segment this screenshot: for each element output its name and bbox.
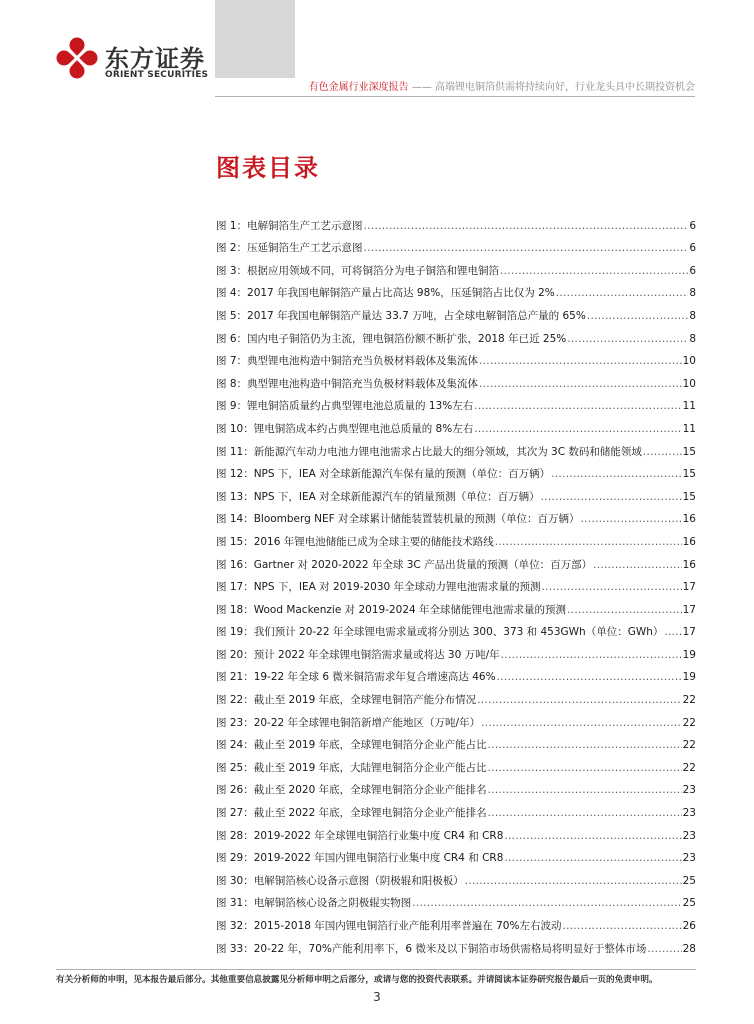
toc-leader-dots (593, 558, 682, 572)
toc-leader-dots (479, 377, 682, 391)
toc-entry-label: 图 20：预计 2022 年全球锂电铜箔需求量或将达 30 万吨/年 (216, 648, 500, 661)
toc-leader-dots (647, 942, 681, 956)
toc-entry-label: 图 4：2017 年我国电解铜箔产量占比高达 98%，压延铜箔占比仅为 2% (216, 287, 555, 300)
toc-entry[interactable] (216, 662, 696, 685)
company-logo (56, 37, 216, 83)
toc-leader-dots (477, 693, 682, 707)
toc-title: 图表目录 (216, 154, 320, 182)
toc-leader-dots (488, 783, 682, 797)
toc-leader-dots (481, 716, 682, 730)
toc-entry[interactable] (216, 323, 696, 346)
header-separator: —— (411, 82, 432, 93)
toc-entry-label: 图 19：我们预计 20-22 年全球锂电需求量或将分别达 300、373 和 453GWh（单位：GWh） (216, 626, 664, 639)
toc-entry-page: 23 (682, 807, 696, 820)
toc-entry-page: 23 (682, 852, 696, 865)
toc-entry-page: 16 (682, 558, 696, 571)
toc-entry-label: 图 25：截止至 2019 年底，大陆锂电铜箔分企业产能占比 (216, 761, 487, 774)
toc-entry[interactable] (216, 481, 696, 504)
toc-entry[interactable] (216, 549, 696, 572)
toc-entry-label: 图 2：压延铜箔生产工艺示意图 (216, 242, 363, 255)
page-number: 3 (373, 990, 381, 1004)
toc-entry-label: 图 18：Wood Mackenzie 对 2019-2024 年全球储能锂电池需求量的预测 (216, 603, 567, 616)
toc-entry[interactable] (216, 413, 696, 436)
toc-leader-dots (643, 445, 682, 459)
toc-entry-page: 10 (682, 355, 696, 368)
toc-entry-label: 图 30：电解铜箔核心设备示意图（阴极辊和阳极板） (216, 874, 464, 887)
toc-entry-label: 图 1：电解铜箔生产工艺示意图 (216, 219, 363, 232)
footer-disclaimer: 有关分析师的申明，见本报告最后部分。其他重要信息披露见分析师申明之后部分，或请与您的投资代表联系。并请阅读本证券研究报告最后一页的免责申明。 (56, 975, 658, 985)
toc-entry-page: 6 (689, 264, 696, 277)
toc-entry-label: 图 17：NPS 下，IEA 对 2019-2030 年全球动力锂电池需求量的预测 (216, 581, 541, 594)
toc-entry-page: 17 (682, 603, 696, 616)
toc-entry[interactable] (216, 346, 696, 369)
toc-entry-label: 图 15：2016 年锂电池储能已成为全球主要的储能技术路线 (216, 535, 494, 548)
toc-entry[interactable] (216, 436, 696, 459)
toc-entry[interactable] (216, 368, 696, 391)
company-name-en: ORIENT SECURITIES (105, 70, 209, 80)
toc-entry-page: 26 (682, 920, 696, 932)
toc-entry[interactable] (216, 843, 696, 866)
toc-entry-label: 图 16：Gartner 对 2020-2022 年全球 3C 产品出货量的预测（单位：百万部） (216, 558, 593, 571)
toc-entry[interactable] (216, 707, 696, 730)
toc-entry-label: 图 8：典型锂电池构造中铜箔充当负极材料载体及集流体 (216, 377, 479, 390)
toc-entry-page: 28 (682, 942, 696, 955)
toc-entry-page: 22 (682, 739, 696, 752)
toc-entry[interactable] (216, 910, 696, 933)
toc-entry[interactable] (216, 210, 696, 233)
toc-entry-page: 25 (682, 897, 696, 910)
report-type: 有色金属行业深度报告 (308, 82, 409, 93)
toc-entry-label: 图 12：NPS 下，IEA 对全球新能源汽车保有量的预测（单位：百万辆） (216, 468, 551, 481)
toc-leader-dots (479, 354, 682, 368)
toc-entry-page: 22 (682, 761, 696, 774)
toc-entry-page: 19 (682, 648, 696, 661)
toc-entry-label: 图 23：20-22 年全球锂电铜箔新增产能地区（万吨/年） (216, 716, 481, 729)
toc-entry-page: 25 (682, 874, 696, 887)
toc-entry-label: 图 6：国内电子铜箔仍为主流，锂电铜箔份额不断扩张，2018 年已近 25% (216, 332, 567, 345)
toc-leader-dots (567, 332, 688, 346)
toc-leader-dots (504, 829, 681, 843)
toc-entry-label: 图 26：截止至 2020 年底，全球锂电铜箔分企业产能排名 (216, 784, 487, 797)
toc-entry-page: 15 (682, 490, 696, 503)
toc-entry-label: 图 9：锂电铜箔质量约占典型锂电池总质量的 13%左右 (216, 400, 474, 413)
toc-leader-dots (542, 580, 682, 594)
toc-entry-page: 8 (689, 332, 696, 345)
toc-leader-dots (501, 648, 682, 662)
toc-leader-dots (504, 851, 681, 865)
toc-entry-page: 8 (689, 309, 696, 322)
toc-leader-dots (567, 603, 682, 617)
toc-entry-page: 6 (689, 242, 696, 255)
toc-entry[interactable] (216, 233, 696, 256)
toc-entry[interactable] (216, 617, 696, 640)
toc-entry-label: 图 7：典型锂电池构造中铜箔充当负极材料载体及集流体 (216, 355, 479, 368)
toc-entry-page: 17 (682, 626, 696, 639)
toc-entry[interactable] (216, 639, 696, 662)
toc-entry-page: 10 (682, 377, 696, 390)
toc-entry-page: 23 (682, 829, 696, 842)
toc-entry-label: 图 14：Bloomberg NEF 对全球累计储能装置装机量的预测（单位：百万辆） (216, 513, 580, 526)
toc-entry-page: 22 (682, 694, 696, 707)
toc-entry[interactable] (216, 526, 696, 549)
toc-entry[interactable] (216, 797, 696, 820)
toc-entry[interactable] (216, 391, 696, 414)
toc-entry[interactable] (216, 594, 696, 617)
toc-leader-dots (488, 738, 682, 752)
toc-entry[interactable] (216, 504, 696, 527)
toc-entry-page: 23 (682, 784, 696, 797)
report-header (215, 78, 695, 97)
toc-entry[interactable] (216, 775, 696, 798)
orient-securities-logo-icon (56, 37, 98, 79)
toc-leader-dots (664, 625, 681, 639)
toc-entry-label: 图 29：2019-2022 年国内锂电铜箔行业集中度 CR4 和 CR8 (216, 852, 504, 865)
toc-leader-dots (587, 309, 689, 323)
toc-leader-dots (500, 264, 688, 278)
toc-entry-label: 图 22：截止至 2019 年底，全球锂电铜箔产能分布情况 (216, 694, 477, 707)
toc-entry-page: 16 (682, 535, 696, 548)
toc-leader-dots (556, 286, 689, 300)
toc-leader-dots (474, 422, 681, 436)
toc-entry[interactable] (216, 255, 696, 278)
toc-entry-label: 图 11：新能源汽车动力电池力锂电池需求占比最大的细分领域，其次为 3C 数码和储能领域 (216, 445, 642, 458)
toc-entry-page: 16 (682, 513, 696, 526)
toc-entry[interactable] (216, 572, 696, 595)
toc-entry-page: 15 (682, 445, 696, 458)
toc-entry-label: 图 28：2019-2022 年全球锂电铜箔行业集中度 CR4 和 CR8 (216, 829, 504, 842)
toc-leader-dots (497, 670, 682, 684)
toc-entry-label: 图 31：电解铜箔核心设备之阴极辊实物图 (216, 897, 412, 910)
toc-entry[interactable] (216, 684, 696, 707)
toc-entry[interactable] (216, 933, 696, 956)
toc-entry-label: 图 5：2017 年我国电解铜箔产量达 33.7 万吨，占全球电解铜箔总产量的 65% (216, 309, 586, 322)
toc-leader-dots (541, 490, 682, 504)
toc-leader-dots (412, 896, 681, 910)
toc-leader-dots (488, 761, 682, 775)
toc-leader-dots (488, 806, 682, 820)
header-decoration-block (215, 0, 295, 78)
toc-entry-page: 11 (682, 400, 696, 413)
toc-entry[interactable] (216, 278, 696, 301)
company-name-cn: 东方证券 (105, 45, 205, 73)
toc-entry[interactable] (216, 820, 696, 843)
figure-list (216, 210, 696, 956)
toc-entry-label: 图 32：2015-2018 年国内锂电铜箔行业产能利用率普遍在 70%左右波动 (216, 920, 562, 932)
toc-entry-label: 图 3：根据应用领域不同，可将铜箔分为电子铜箔和锂电铜箔 (216, 264, 500, 277)
toc-entry-label: 图 33：20-22 年，70%产能利用率下，6 微米及以下铜箔市场供需格局将明显好于整体市场 (216, 942, 647, 955)
toc-entry-page: 8 (689, 287, 696, 300)
toc-entry[interactable] (216, 300, 696, 323)
toc-entry-label: 图 21：19-22 年全球 6 微米铜箔需求年复合增速高达 46% (216, 671, 496, 684)
toc-entry[interactable] (216, 730, 696, 753)
toc-entry-page: 22 (682, 716, 696, 729)
toc-leader-dots (495, 535, 682, 549)
toc-entry-page: 11 (682, 422, 696, 435)
toc-entry[interactable] (216, 459, 696, 482)
toc-entry-page: 6 (689, 219, 696, 232)
toc-entry-page: 17 (682, 581, 696, 594)
toc-leader-dots (465, 874, 682, 888)
toc-entry-label: 图 13：NPS 下，IEA 对全球新能源汽车的销量预测（单位：百万辆） (216, 490, 540, 503)
footer-divider (56, 969, 696, 970)
toc-entry-page: 15 (682, 468, 696, 481)
toc-entry-label: 图 10：锂电铜箔成本约占典型锂电池总质量的 8%左右 (216, 422, 474, 435)
report-subtitle: 高端锂电铜箔供需将持续向好，行业龙头具中长期投资机会 (435, 82, 695, 93)
toc-leader-dots (581, 512, 682, 526)
toc-leader-dots (364, 241, 689, 255)
toc-entry[interactable] (216, 888, 696, 911)
toc-leader-dots (562, 919, 681, 933)
toc-entry-page: 19 (682, 671, 696, 684)
toc-leader-dots (551, 467, 681, 481)
toc-entry[interactable] (216, 865, 696, 888)
toc-entry-label: 图 27：截止至 2022 年底，全球锂电铜箔分企业产能排名 (216, 807, 487, 820)
toc-leader-dots (474, 399, 681, 413)
toc-entry-label: 图 24：截止至 2019 年底，全球锂电铜箔分企业产能占比 (216, 739, 487, 752)
toc-leader-dots (364, 219, 689, 233)
toc-entry[interactable] (216, 752, 696, 775)
